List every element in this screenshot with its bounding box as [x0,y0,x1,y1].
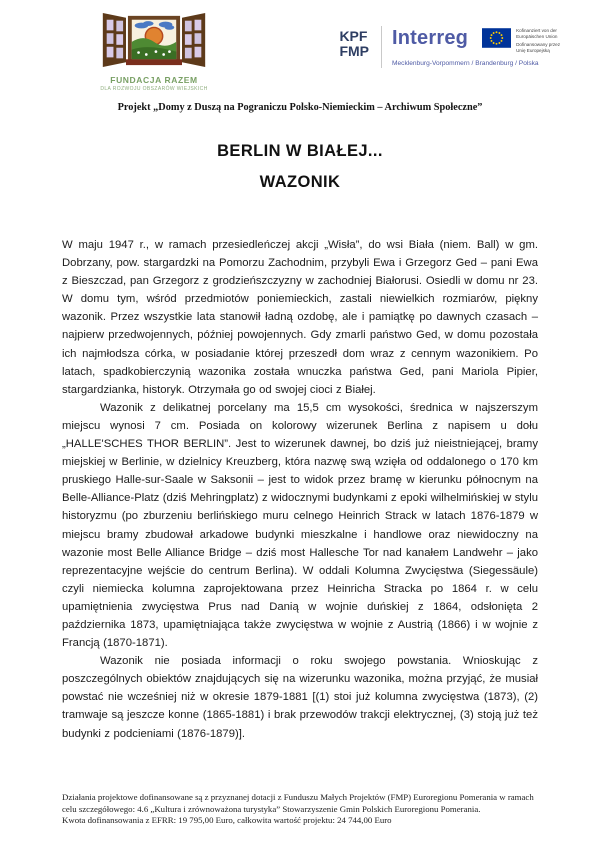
document-title [0,136,600,198]
paragraph-1: W maju 1947 r., w ramach przesiedleńczej akcji „Wisła”, do wsi Biała (niem. Ball) w gm. Dobrzany, pow. stargardzki na Pomorzu Zachodnim, przybyli Ewa i Grzegorz Ged – pani Ewa z Bieszczad, pan Grzegorz z grodzieńszczyzny w zachodniej Białorusi. Osiedli w domu nr 23. W domu tym, wśród przedmiotów poniemieckich, zastali niewielkich rozmiarów, piękny wazonik. Przez wszystkie lata stanowił ładną ozdobę, ale i pamiątkę po dawnych czasach – najpierw przedwojennych, później powojennych. Gdy zmarli państwo Ged, w domu pozostała ich najmłodsza córka, w posiadanie której przeszedł dom wraz z cennym wazonikiem. Po latach, spadkobierczynią wazonika została wnuczka państwa Ged, pani Mariola Pipier, stargardzianka, historyk. Otrzymała go od swojej cioci z Białej. [62,239,538,396]
interreg-wordmark: Interreg [392,27,469,49]
document-title-line2: WAZONIK [259,173,341,191]
article-body [62,236,538,743]
kpf-label: KPF [339,28,368,44]
project-title-line: Projekt „Domy z Duszą na Pograniczu Polsko-Niemieckim – Archiwum Społeczne” [117,102,483,113]
footer [62,792,548,827]
fundacja-razem-subtitle: DLA ROZWOJU OBSZARÓW WIEJSKICH [100,86,208,92]
fundacja-razem-logo [95,12,213,92]
document-title-line1: BERLIN W BIAŁEJ... [217,142,383,160]
kpf-fmp-logo [339,26,369,59]
interreg-regions: Mecklenburg-Vorpommern / Brandenburg / Polska [392,60,539,68]
open-window-icon [98,12,210,68]
fundacja-razem-title: FUNDACJA RAZEM [110,75,198,85]
fmp-label: FMP [339,43,369,59]
logo-divider [381,26,382,68]
paragraph-3: Wazonik nie posiada informacji o roku swojego powstania. Wnioskując z poszczególnych obiektów znajdujących się na wizerunku wazonika, można przyjąć, że musiał powstać nie wcześniej niż w okresie 1879-1881 [(1) stoi już kolumna zwycięstwa (1873), (2) tramwaje są jeszcze konne (1865-1881) i brak przewodów trakcji elektrycznej, (3) stoją już też budynki z podcieniami (1876-1879)]. [62,655,538,740]
footer-funding-text: Działania projektowe dofinansowane są z przyznanej dotacji z Funduszu Małych Projektów (FMP) Euroregionu Pomerania w ramach celu szczegółowego: 4.6 „Kultura i zrównoważona turystyka” Stowarzyszenie Gmin Polskich Euroregionu Pomerania. [62,792,534,814]
paragraph-2: Wazonik z delikatnej porcelany ma 15,5 cm wysokości, średnica w najszerszym miejscu wynosi 7 cm. Posiada on kolorowy wizerunek Berlina z napisem u dołu „HALLE'SCHES THOR BERLIN”. Jest to wizerunek dawnej, bo dziś już nieistniejącej, bramy miejskiej w Berlinie, w dzielnicy Kreuzberg, która nazwę swą wzięła od oddalonego o 170 km pruskiego Halle-sur-Saale w Saksonii – jest to widok przez bramę w kierunku północnym na Belle-Alliance-Platz (dziś Mehringplatz) z widocznymi budynkami z epoki wilhelmińskiej w stylu historyzmu (po zburzeniu berlińskiego muru celnego Heinrich Strack w latach 1876-1879 w miejscu bramy zbudował arkadowe budynki mieszkalne i handlowe oraz niewidoczny na wazonie most Belle Alliance Bridge – dziś most Hallesche Tor nad kanałem Landwehr – jako reprezentacyjne wejście do centrum Berlina). W oddali Kolumna Zwycięstwa (Siegessäule) czyli niemiecka kolumna zaprojektowana przez Heinricha Stracka po 1864 r. w celu upamiętnienia zwycięstwa Prus nad Danią w wojnie duńskiej z 1864, odsłonięta 2 października 1873, upamiętniająca także zwycięstwa w wojnie z Austrią (1866) i w wojnie z Francją (1870-1871). [62,401,538,650]
footer-amount-text: Kwota dofinansowania z EFRR: 19 795,00 Euro, całkowita wartość projektu: 24 744,00 Euro [62,815,392,826]
interreg-logo [392,26,560,67]
funding-logos [339,12,560,68]
eu-flag-icon [482,28,511,48]
eu-cofunding-text: Kofinanziert von der Europäischen Union Dofinansowany przez Unię Europejską [516,28,560,53]
header [0,0,600,92]
